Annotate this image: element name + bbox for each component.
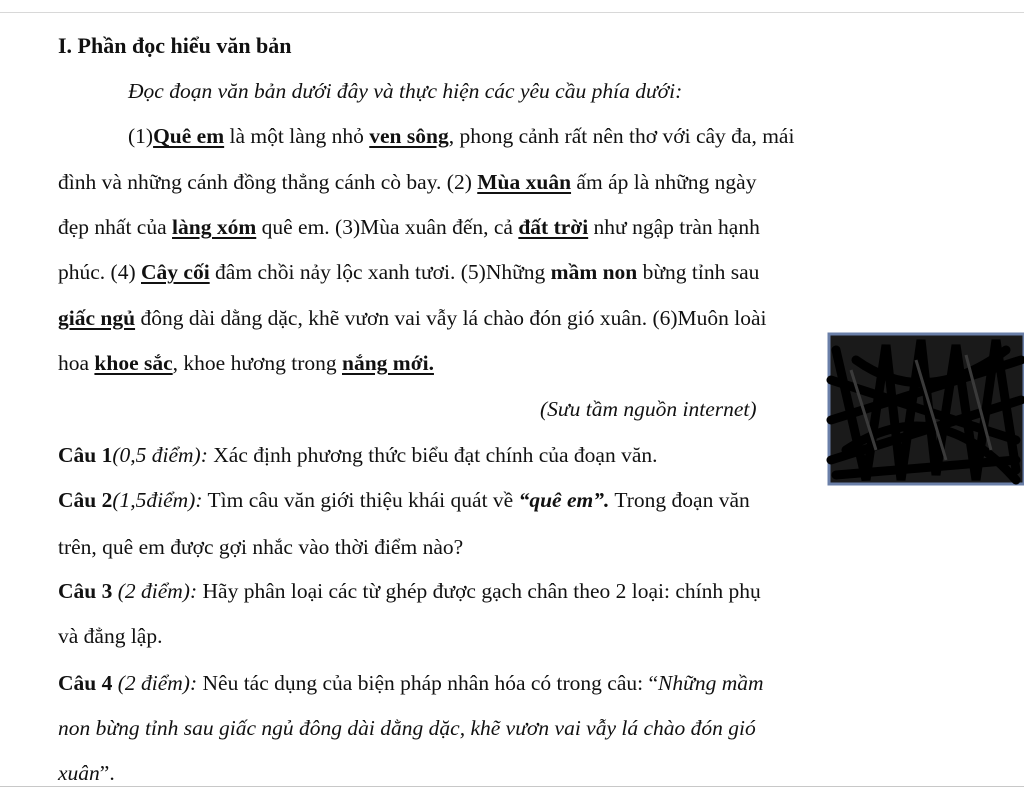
bold-word-mam-non: mầm non bbox=[550, 260, 638, 284]
instruction-line bbox=[128, 81, 682, 103]
source-citation: (Sưu tầm nguồn internet) bbox=[540, 397, 757, 421]
question-2-line-2: trên, quê em được gợi nhắc vào thời điểm nào? bbox=[58, 535, 464, 559]
question-4: Câu 4 (2 điểm): Nêu tác dụng của biện pháp nhân hóa có trong câu: “Những mầm bbox=[58, 671, 764, 695]
passage-line-6: hoa khoe sắc, khoe hương trong nắng mới. bbox=[58, 351, 434, 375]
passage-line-5: giấc ngủ đông dài dằng dặc, khẽ vươn vai vẫy lá chào đón gió xuân. (6)Muôn loài bbox=[58, 306, 767, 330]
underlined-word-ven-song: ven sông bbox=[369, 124, 449, 148]
question-4-line-2: non bừng tỉnh sau giấc ngủ đông dài dằng dặc, khẽ vươn vai vẫy lá chào đón gió bbox=[58, 716, 756, 740]
question-2: Câu 2(1,5điểm): Tìm câu văn giới thiệu khái quát về “quê em”. Trong đoạn văn bbox=[58, 488, 750, 512]
underlined-word-nang-moi: nắng mới. bbox=[342, 351, 434, 375]
page-top-border bbox=[0, 12, 1024, 13]
underlined-word-khoe-sac: khoe sắc bbox=[94, 351, 173, 375]
question-3-line-2: và đẳng lập. bbox=[58, 624, 163, 648]
passage-line-1: (1)Quê em là một làng nhỏ ven sông, phong cảnh rất nên thơ với cây đa, mái bbox=[128, 124, 795, 148]
passage-line-2: đình và những cánh đồng thẳng cánh cò bay. (2) Mùa xuân ấm áp là những ngày bbox=[58, 170, 757, 194]
underlined-word-cay-coi: Cây cối bbox=[141, 260, 210, 284]
underlined-word-lang-xom: làng xóm bbox=[172, 215, 257, 239]
question-1: Câu 1(0,5 điểm): Xác định phương thức biểu đạt chính của đoạn văn. bbox=[58, 443, 658, 467]
section-title: I. Phần đọc hiểu văn bản bbox=[58, 33, 292, 58]
question-4-line-3: xuân”. bbox=[58, 761, 115, 785]
question-3: Câu 3 (2 điểm): Hãy phân loại các từ ghép được gạch chân theo 2 loại: chính phụ bbox=[58, 579, 761, 603]
ink-scribble-redaction-icon bbox=[826, 330, 1024, 488]
instruction-text: Đọc đoạn văn bản dưới đây và thực hiện các yêu cầu phía dưới: bbox=[128, 79, 683, 103]
page-bottom-border bbox=[0, 786, 1024, 787]
underlined-word-giac-ngu: giấc ngủ bbox=[58, 306, 136, 330]
passage-line-4: phúc. (4) Cây cối đâm chồi nảy lộc xanh tươi. (5)Những mầm non bừng tỉnh sau bbox=[58, 260, 760, 284]
underlined-word-mua-xuan: Mùa xuân bbox=[477, 170, 572, 194]
underlined-word-que-em: Quê em bbox=[153, 124, 225, 148]
passage-line-3: đẹp nhất của làng xóm quê em. (3)Mùa xuân đến, cả đất trời như ngập tràn hạnh bbox=[58, 215, 760, 239]
underlined-word-dat-troi: đất trời bbox=[518, 215, 589, 239]
